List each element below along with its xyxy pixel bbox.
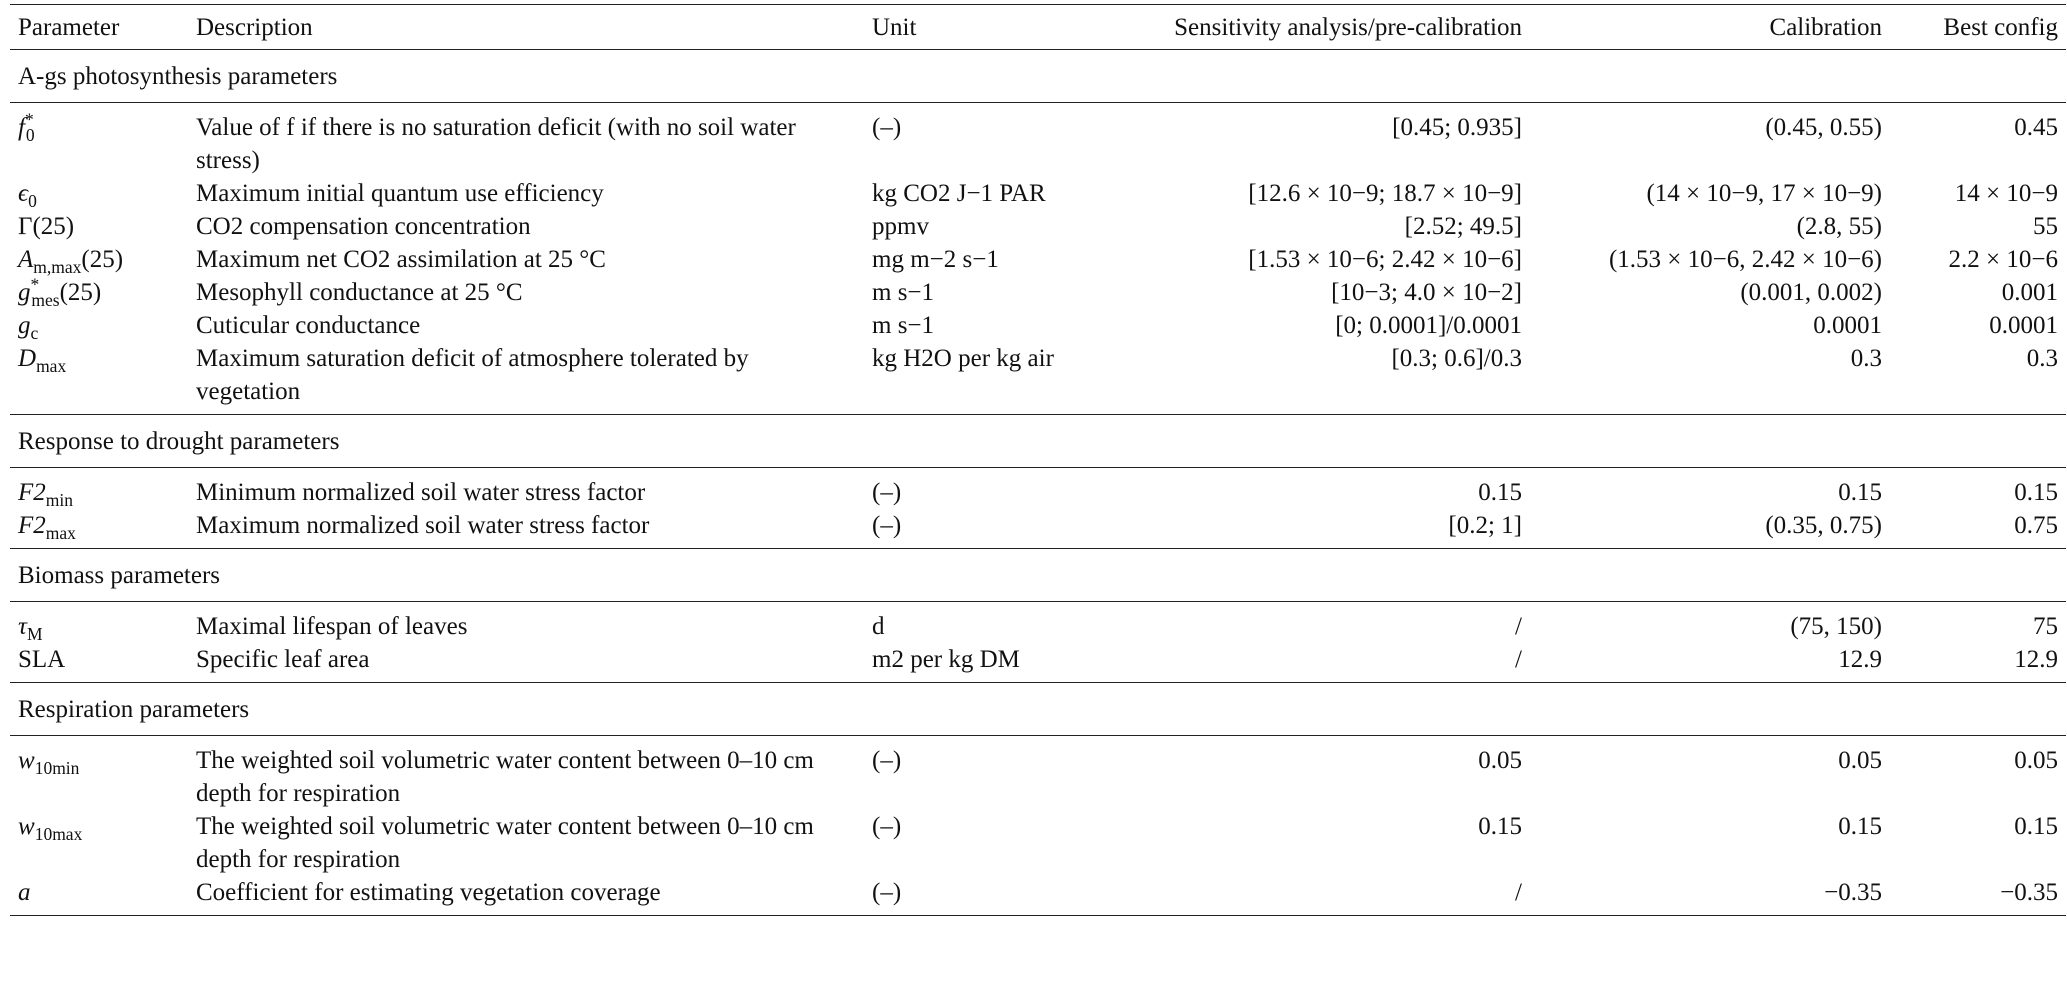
parameter-description: Maximum normalized soil water stress factor (196, 512, 650, 539)
parameter-unit: (–) (872, 114, 902, 141)
sensitivity-value: [0.2; 1] (1448, 512, 1522, 539)
calibration-value: (2.8, 55) (1796, 213, 1882, 240)
sensitivity-value: / (1515, 646, 1522, 673)
section-title: Biomass parameters (10, 549, 2066, 602)
section-row (10, 50, 2066, 103)
parameter-symbol: Γ(25) (18, 213, 75, 240)
calibration-value: −0.35 (1530, 876, 1890, 916)
sensitivity-value: [12.6 × 10−9; 18.7 × 10−9] (1248, 180, 1522, 207)
calibration-value: (0.001, 0.002) (1740, 279, 1882, 306)
parameter-unit: d (872, 613, 885, 640)
table-row (10, 509, 2066, 549)
parameter-unit: (–) (872, 479, 902, 506)
calibration-value: (0.45, 0.55) (1765, 114, 1882, 141)
best-config-value: 0.15 (2014, 479, 2058, 506)
best-config-value: 0.45 (2014, 114, 2058, 141)
table-row (10, 643, 2066, 683)
table-header-row (10, 5, 2066, 50)
best-config-value: 2.2 × 10−6 (1948, 246, 2058, 273)
calibration-value: 0.3 (1850, 345, 1882, 372)
calibration-value: (14 × 10−9, 17 × 10−9) (1646, 180, 1882, 207)
header-sensitivity: Sensitivity analysis/pre-calibration (1094, 5, 1530, 50)
parameter-unit: (–) (864, 876, 1094, 916)
parameter-table (10, 4, 2066, 916)
parameter-description: Maximum net CO2 assimilation at 25 °C (196, 246, 606, 273)
parameter-symbol: $A_{m,max}(25)$ (18, 246, 124, 277)
parameter-description: Cuticular conductance (196, 312, 421, 339)
best-config-value: 55 (2033, 213, 2058, 240)
best-config-value: −0.35 (1890, 876, 2066, 916)
section-row (10, 415, 2066, 468)
sensitivity-value: [0.3; 0.6]/0.3 (1391, 345, 1522, 372)
parameter-symbol: $F2_{min}$ (18, 479, 74, 510)
best-config-value: 0.001 (2001, 279, 2058, 306)
parameter-description: Value of f if there is no saturation deficit (with no soil water stress) (196, 114, 796, 174)
calibration-value: (75, 150) (1790, 613, 1882, 640)
parameter-symbol: $F2_{max}$ (18, 512, 76, 543)
best-config-value: 0.15 (2014, 813, 2058, 840)
sensitivity-value: / (1515, 613, 1522, 640)
parameter-unit: (–) (872, 813, 902, 840)
parameter-description: Mesophyll conductance at 25 °C (196, 279, 523, 306)
parameter-symbol: $f^*_0$ (18, 109, 35, 145)
sensitivity-value: [2.52; 49.5] (1404, 213, 1522, 240)
calibration-value: 12.9 (1838, 646, 1882, 673)
sensitivity-value: [1.53 × 10−6; 2.42 × 10−6] (1248, 246, 1522, 273)
best-config-value: 0.3 (2026, 345, 2058, 372)
parameter-unit: m2 per kg DM (872, 646, 1020, 673)
section-row (10, 683, 2066, 736)
parameter-symbol: $g^*_{mes}(25)$ (18, 274, 102, 310)
table-row (10, 210, 2066, 243)
sensitivity-value: [0; 0.0001]/0.0001 (1335, 312, 1522, 339)
best-config-value: 0.05 (2014, 747, 2058, 774)
calibration-value: 0.15 (1838, 479, 1882, 506)
header-unit: Unit (864, 5, 1094, 50)
parameter-description: CO2 compensation concentration (196, 213, 531, 240)
parameter-description: Specific leaf area (196, 646, 370, 673)
section-title: Response to drought parameters (10, 415, 2066, 468)
table-row (10, 810, 2066, 876)
calibration-value: (1.53 × 10−6, 2.42 × 10−6) (1608, 246, 1882, 273)
best-config-value: 0.0001 (1989, 312, 2058, 339)
sensitivity-value: [10−3; 4.0 × 10−2] (1331, 279, 1522, 306)
parameter-symbol: $D_{max}$ (18, 345, 67, 376)
parameter-unit: (–) (872, 747, 902, 774)
section-title: A-gs photosynthesis parameters (10, 50, 2066, 103)
header-best-config: Best config (1890, 5, 2066, 50)
calibration-value: 0.15 (1838, 813, 1882, 840)
parameter-description: Minimum normalized soil water stress factor (196, 479, 646, 506)
sensitivity-value: [0.45; 0.935] (1392, 114, 1522, 141)
table-row (10, 342, 2066, 415)
table-row (10, 103, 2066, 178)
calibration-value: 0.05 (1838, 747, 1882, 774)
calibration-value: 0.0001 (1813, 312, 1882, 339)
table-row (10, 602, 2066, 644)
table-row (10, 468, 2066, 510)
best-config-value: 75 (2033, 613, 2058, 640)
calibration-value: (0.35, 0.75) (1765, 512, 1882, 539)
table-row (10, 177, 2066, 210)
header-description: Description (188, 5, 864, 50)
parameter-symbol: $w_{10min}$ (18, 747, 80, 778)
best-config-value: 0.75 (2014, 512, 2058, 539)
sensitivity-value: 0.15 (1478, 479, 1522, 506)
parameter-unit: ppmv (872, 213, 929, 240)
parameter-symbol: $\epsilon_0$ (18, 180, 37, 211)
parameter-symbol: $\tau_M$ (18, 613, 43, 644)
section-row (10, 549, 2066, 602)
table-row (10, 276, 2066, 309)
parameter-description: Coefficient for estimating vegetation coverage (188, 876, 864, 916)
table-row (10, 243, 2066, 276)
parameter-description: The weighted soil volumetric water content between 0–10 cm depth for respiration (196, 747, 814, 807)
sensitivity-value: 0.05 (1478, 747, 1522, 774)
parameter-symbol: SLA (18, 646, 66, 673)
table-row (10, 309, 2066, 342)
parameter-description: The weighted soil volumetric water content between 0–10 cm depth for respiration (196, 813, 814, 873)
best-config-value: 12.9 (2014, 646, 2058, 673)
header-calibration: Calibration (1530, 5, 1890, 50)
parameter-unit: mg m−2 s−1 (872, 246, 999, 273)
parameter-description: Maximal lifespan of leaves (196, 613, 468, 640)
parameter-unit: kg H2O per kg air (872, 345, 1054, 372)
parameter-description: Maximum initial quantum use efficiency (196, 180, 604, 207)
parameter-unit: m s−1 (872, 312, 935, 339)
table-row (10, 736, 2066, 811)
sensitivity-value: / (1094, 876, 1530, 916)
parameter-symbol: a (10, 876, 188, 916)
section-title: Respiration parameters (10, 683, 2066, 736)
best-config-value: 14 × 10−9 (1954, 180, 2058, 207)
header-parameter: Parameter (10, 5, 188, 50)
parameter-unit: kg CO2 J−1 PAR (872, 180, 1046, 207)
sensitivity-value: 0.15 (1478, 813, 1522, 840)
parameter-symbol: $w_{10max}$ (18, 813, 83, 844)
parameter-description: Maximum saturation deficit of atmosphere tolerated by vegetation (196, 345, 749, 405)
parameter-unit: m s−1 (872, 279, 935, 306)
table-row (10, 876, 2066, 916)
parameter-symbol: $g_c$ (18, 312, 39, 343)
parameter-unit: (–) (872, 512, 902, 539)
